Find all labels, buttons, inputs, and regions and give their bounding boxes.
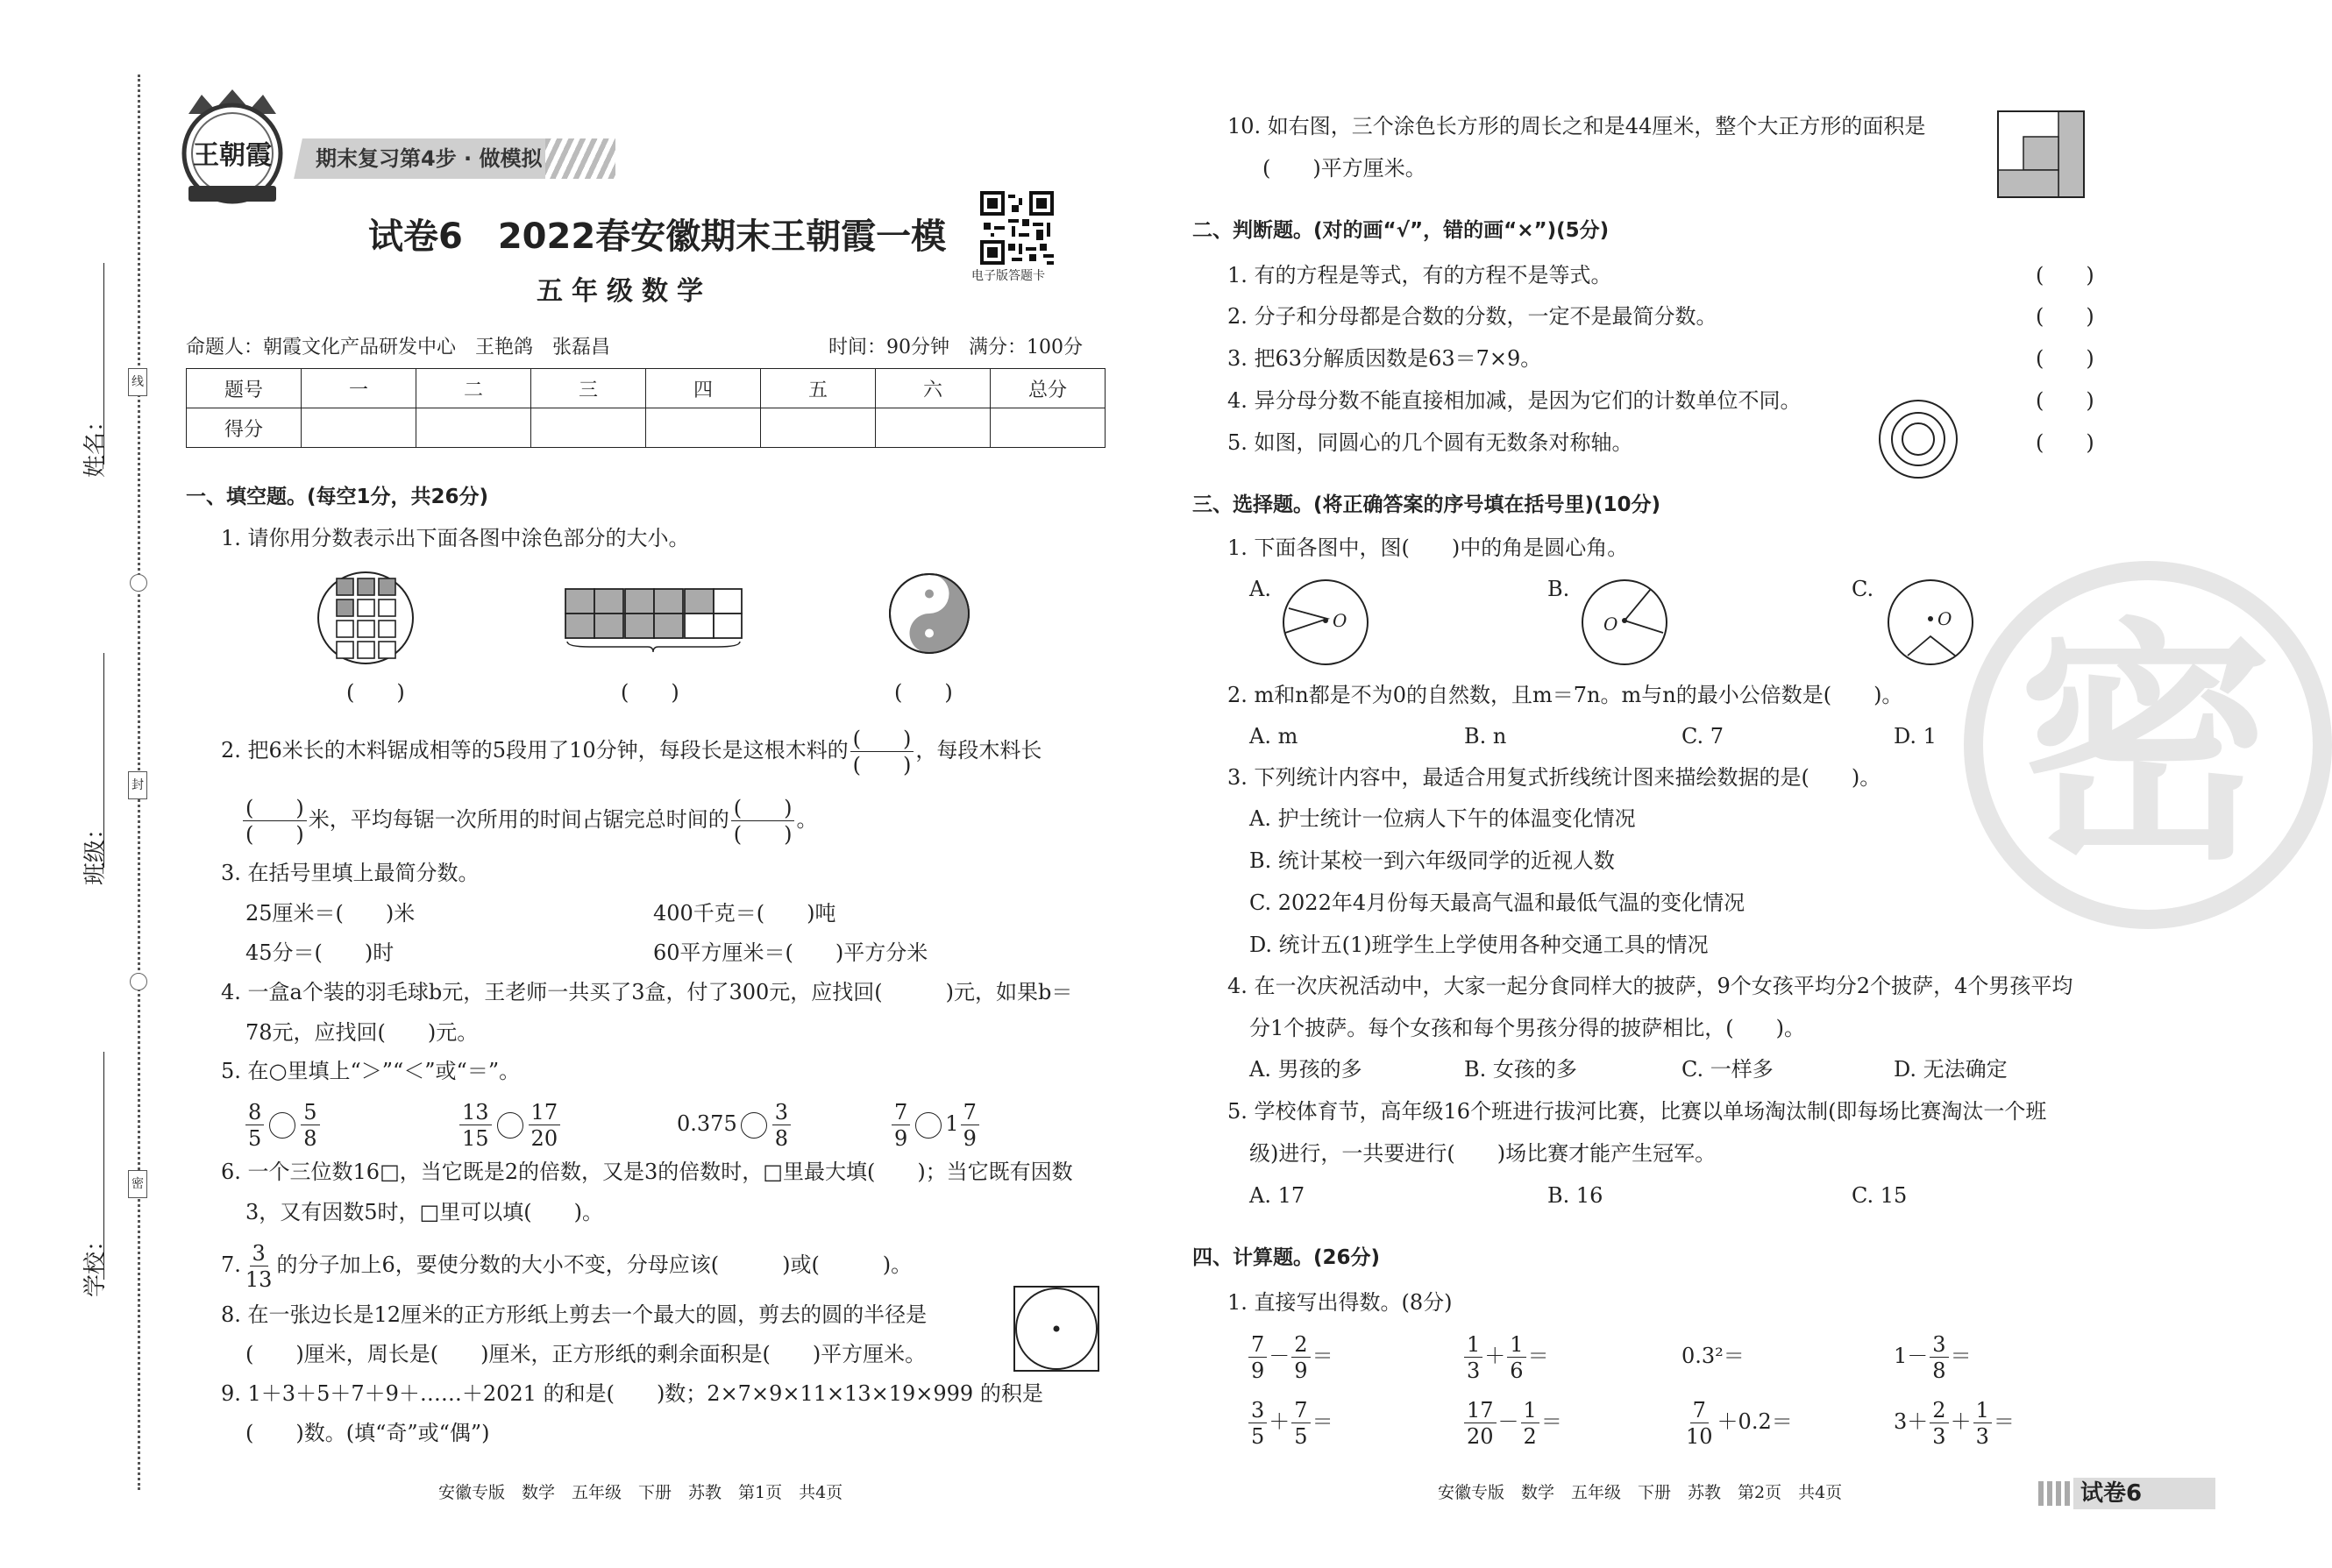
s1-q3-item[interactable]: 400千克＝( )吨: [653, 901, 836, 926]
s1-q6-line2: 3，又有因数5时，□里可以填( )。: [245, 1200, 603, 1224]
s2-blank[interactable]: ( ): [2036, 304, 2094, 329]
brand-logo: [171, 88, 294, 210]
s1-q1-blank[interactable]: ( ): [621, 680, 679, 705]
section3-title: 三、选择题。(将正确答案的序号填在括号里)(10分): [1192, 493, 1661, 516]
s3-q5-option[interactable]: A. 17: [1249, 1183, 1305, 1208]
s1-q9-line2: ( )数。(填“奇”或“偶”): [245, 1421, 490, 1445]
figure-circle-option-a: [1282, 578, 1369, 666]
score-cell[interactable]: [416, 408, 531, 448]
s1-q1-blank[interactable]: ( ): [894, 680, 953, 705]
seal-mark: [130, 574, 147, 592]
compare-circle[interactable]: [269, 1112, 295, 1139]
name-label: 姓名：: [82, 408, 109, 478]
score-table-header-row: [187, 369, 1106, 408]
school-field-line[interactable]: [103, 1052, 104, 1280]
section4-title: 四、计算题。(26分): [1192, 1246, 1381, 1269]
score-header-cell: 题号: [187, 369, 302, 408]
calc-item[interactable]: $\frac{7}{9}$ － $\frac{2}{9}$ ＝: [1247, 1328, 1333, 1384]
exam-subtitle: 五年级数学: [537, 276, 712, 307]
s1-q10-line1: 10. 如右图，三个涂色长方形的周长之和是44厘米，整个大正方形的面积是: [1227, 114, 1926, 138]
center-label: O: [1603, 614, 1618, 635]
s1-q2-line1: 2. 把6米长的木料锯成相等的5段用了10分钟，每段长是这根木料的 $\frac{( )}{( )}$ ，每段木料长: [221, 726, 1042, 777]
s1-q5-item[interactable]: $\frac{7}{9}$ 1 $\frac{7}{9}$: [890, 1097, 981, 1150]
s3-q3-option[interactable]: C. 2022年4月份每天最高气温和最低气温的变化情况: [1249, 890, 1745, 915]
s1-q10-line2: ( )平方厘米。: [1262, 156, 1426, 181]
compare-circle[interactable]: [741, 1112, 767, 1139]
watermark-char: 密: [2018, 599, 2272, 894]
exam-title: 试卷6 2022春安徽期末王朝霞一模: [368, 216, 947, 257]
footer-right: 安徽专版 数学 五年级 下册 苏教 第2页 共4页: [1438, 1483, 1843, 1502]
figure-ellipse-squares: [316, 568, 416, 674]
s1-q5-item[interactable]: 0.375 $\frac{3}{8}$: [677, 1097, 793, 1150]
calc-item[interactable]: $\frac{17}{20}$ － $\frac{1}{2}$ ＝: [1462, 1394, 1562, 1450]
s3-q4-line1: 4. 在一次庆祝活动中，大家一起分食同样大的披萨，9个女孩平均分2个披萨，4个男孩平均: [1227, 974, 2073, 998]
s2-blank[interactable]: ( ): [2036, 430, 2094, 455]
s1-q1: 1. 请你用分数表示出下面各图中涂色部分的大小。: [221, 526, 690, 550]
s2-item: 5. 如图，同圆心的几个圆有无数条对称轴。: [1227, 430, 1633, 455]
score-table: [186, 368, 1106, 448]
score-cell[interactable]: [531, 408, 646, 448]
footer-left: 安徽专版 数学 五年级 下册 苏教 第1页 共4页: [438, 1483, 843, 1502]
calc-item[interactable]: 3＋ $\frac{2}{3}$ ＋ $\frac{1}{3}$ ＝: [1894, 1397, 2015, 1449]
footer-tab: 试卷6: [2073, 1478, 2215, 1509]
seal-char-mi: 密: [128, 1170, 147, 1198]
s3-q3-option[interactable]: A. 护士统计一位病人下午的体温变化情况: [1249, 806, 1636, 831]
score-header-cell: 二: [416, 369, 531, 408]
compare-circle[interactable]: [915, 1112, 942, 1139]
center-label: O: [1937, 608, 1952, 629]
s1-q5-item[interactable]: $\frac{13}{15}$ $\frac{17}{20}$: [458, 1097, 562, 1150]
s3-q3-option[interactable]: D. 统计五(1)班学生上学使用各种交通工具的情况: [1249, 933, 1709, 957]
blank-fraction[interactable]: $\frac{( )}{( )}$: [243, 798, 307, 845]
score-row-label: 得分: [187, 408, 302, 448]
score-header-cell: 四: [646, 369, 761, 408]
exam-time-info: 时间：90分钟 满分：100分: [828, 337, 1083, 358]
blank-fraction[interactable]: $\frac{( )}{( )}$: [731, 798, 795, 845]
s2-item: 4. 异分母分数不能直接相加减，是因为它们的计数单位不同。: [1227, 388, 1802, 413]
s3-q1: 1. 下面各图中，图( )中的角是圆心角。: [1227, 536, 1629, 560]
s3-q3: 3. 下列统计内容中，最适合用复式折线统计图来描绘数据的是( )。: [1227, 765, 1881, 790]
s3-q4-option[interactable]: C. 一样多: [1681, 1057, 1774, 1082]
s3-q5-line2: 级)进行，一共要进行( )场比赛才能产生冠军。: [1249, 1141, 1717, 1166]
s1-q3: 3. 在括号里填上最简分数。: [221, 861, 480, 885]
s1-q3-item[interactable]: 45分＝( )时: [245, 940, 395, 965]
brand-logo-text: 王朝霞: [193, 140, 272, 171]
school-label: 学校：: [82, 1228, 109, 1297]
s3-q2-option[interactable]: B. n: [1464, 724, 1507, 749]
s1-q7: 7. $\frac{3}{13}$ 的分子加上6，要使分数的大小不变，分母应该( )或( )。: [221, 1240, 913, 1292]
score-cell[interactable]: [991, 408, 1106, 448]
s3-q2: 2. m和n都是不为0的自然数，且m＝7n。m与n的最小公倍数是( )。: [1227, 683, 1903, 707]
footer-tab-stripes: [2038, 1481, 2073, 1506]
binding-margin: [0, 0, 175, 1568]
s3-q4-option[interactable]: B. 女孩的多: [1464, 1057, 1577, 1082]
center-label: O: [1333, 610, 1347, 631]
s3-q4-option[interactable]: D. 无法确定: [1894, 1057, 2008, 1082]
s3-q5-option[interactable]: B. 16: [1547, 1183, 1603, 1208]
qr-caption: 电子版答题卡: [971, 269, 1045, 283]
s1-q5-item[interactable]: $\frac{8}{5}$ $\frac{5}{8}$: [244, 1097, 322, 1150]
s1-q4-line2: 78元，应找回( )元。: [245, 1020, 479, 1045]
s3-q2-option[interactable]: A. m: [1249, 724, 1298, 749]
s2-item: 2. 分子和分母都是合数的分数，一定不是最简分数。: [1227, 304, 1717, 329]
s2-blank[interactable]: ( ): [2036, 263, 2094, 287]
s2-item: 1. 有的方程是等式，有的方程不是等式。: [1227, 263, 1612, 287]
score-cell[interactable]: [761, 408, 876, 448]
name-field-line[interactable]: [103, 263, 104, 465]
s1-q3-item[interactable]: 60平方厘米＝( )平方分米: [653, 940, 928, 965]
s1-q6-line1: 6. 一个三位数16□，当它既是2的倍数，又是3的倍数时，□里最大填( )；当它既有因数: [221, 1160, 1073, 1184]
compare-circle[interactable]: [497, 1112, 523, 1139]
s3-q1-option[interactable]: A.: [1249, 577, 1271, 601]
s2-blank[interactable]: ( ): [2036, 388, 2094, 413]
blank-fraction[interactable]: $\frac{( )}{( )}$: [850, 728, 914, 776]
s1-q8-line1: 8. 在一张边长是12厘米的正方形纸上剪去一个最大的圆，剪去的圆的半径是: [221, 1302, 928, 1327]
s3-q5-option[interactable]: C. 15: [1852, 1183, 1908, 1208]
exam-authors: 命题人：朝霞文化产品研发中心 王艳鸽 张磊昌: [186, 337, 611, 358]
s2-item: 3. 把63分解质因数是63＝7×9。: [1227, 346, 1542, 371]
class-field-line[interactable]: [103, 653, 104, 868]
s1-q4-line1: 4. 一盒a个装的羽毛球b元，王老师一共买了3盒，付了300元，应找回( )元，如果b＝: [221, 980, 1073, 1004]
banner-stripes: [545, 138, 615, 179]
s3-q1-option[interactable]: B.: [1547, 577, 1570, 601]
figure-circle-option-b: [1581, 578, 1668, 666]
score-cell[interactable]: [646, 408, 761, 448]
watermark-seal: [1964, 561, 2332, 929]
s3-q3-option[interactable]: B. 统计某校一到六年级同学的近视人数: [1249, 848, 1615, 873]
score-cell[interactable]: [876, 408, 991, 448]
s3-q5-line1: 5. 学校体育节，高年级16个班进行拔河比赛，比赛以单场淘汰制(即每场比赛淘汰一个班: [1227, 1099, 2047, 1124]
score-header-cell: 一: [302, 369, 416, 408]
s4-q1: 1. 直接写出得数。(8分): [1227, 1290, 1453, 1315]
seal-char-feng: 封: [128, 771, 147, 799]
s3-q4-line2: 分1个披萨。每个女孩和每个男孩分得的披萨相比，( )。: [1249, 1016, 1805, 1040]
figure-big-square: [1997, 110, 2085, 203]
banner: 期末复习第4步 · 做模拟: [294, 138, 614, 179]
class-label: 班级：: [82, 816, 109, 885]
seal-char-xian: 线: [128, 368, 147, 396]
s1-q8-line2: ( )厘米，周长是( )厘米，正方形纸的剩余面积是( )平方厘米。: [245, 1342, 927, 1366]
s3-q4-option[interactable]: A. 男孩的多: [1249, 1057, 1362, 1082]
calc-item[interactable]: 0.3²＝: [1681, 1344, 1745, 1368]
section1-title: 一、填空题。(每空1分，共26分): [186, 486, 489, 508]
s3-q1-option[interactable]: C.: [1852, 577, 1874, 601]
figure-yinyang: [887, 571, 971, 661]
score-header-cell: 三: [531, 369, 646, 408]
s1-q5: 5. 在○里填上“＞”“＜”或“＝”。: [221, 1059, 521, 1083]
s1-q2-line2: $\frac{( )}{( )}$ 米，平均每锯一次所用的时间占锯完总时间的 $\frac{( )}{( )}$ 。: [241, 793, 817, 846]
score-header-cell: 五: [761, 369, 876, 408]
section2-title: 二、判断题。(对的画“√”，错的画“×”)(5分): [1192, 219, 1610, 242]
s3-q2-option[interactable]: C. 7: [1681, 724, 1724, 749]
calc-item[interactable]: 1－ $\frac{3}{8}$ ＝: [1894, 1331, 1972, 1383]
calc-item[interactable]: $\frac{3}{5}$ ＋ $\frac{7}{5}$ ＝: [1247, 1394, 1333, 1450]
qr-code[interactable]: [980, 191, 1054, 265]
s1-q3-item[interactable]: 25厘米＝( )米: [245, 901, 416, 926]
score-cell[interactable]: [302, 408, 416, 448]
score-header-cell: 六: [876, 369, 991, 408]
score-table-score-row: [187, 408, 1106, 448]
calc-item[interactable]: $\frac{7}{10}$ ＋0.2＝: [1686, 1397, 1793, 1449]
calc-item[interactable]: $\frac{1}{3}$ ＋ $\frac{1}{6}$ ＝: [1462, 1328, 1549, 1384]
figure-concentric-circles: [1876, 397, 1960, 486]
s2-blank[interactable]: ( ): [2036, 346, 2094, 371]
figure-square-circle: [1013, 1285, 1100, 1378]
s1-q1-blank[interactable]: ( ): [346, 680, 405, 705]
s1-q9-line1: 9. 1＋3＋5＋7＋9＋……＋2021 的和是( )数；2×7×9×11×13×19×999 的积是: [221, 1381, 1043, 1406]
figure-rectangles: [564, 587, 743, 658]
figure-circle-option-c: [1887, 578, 1974, 666]
s3-q2-option[interactable]: D. 1: [1894, 724, 1937, 749]
score-header-cell: 总分: [991, 369, 1106, 408]
seal-mark: [130, 973, 147, 990]
